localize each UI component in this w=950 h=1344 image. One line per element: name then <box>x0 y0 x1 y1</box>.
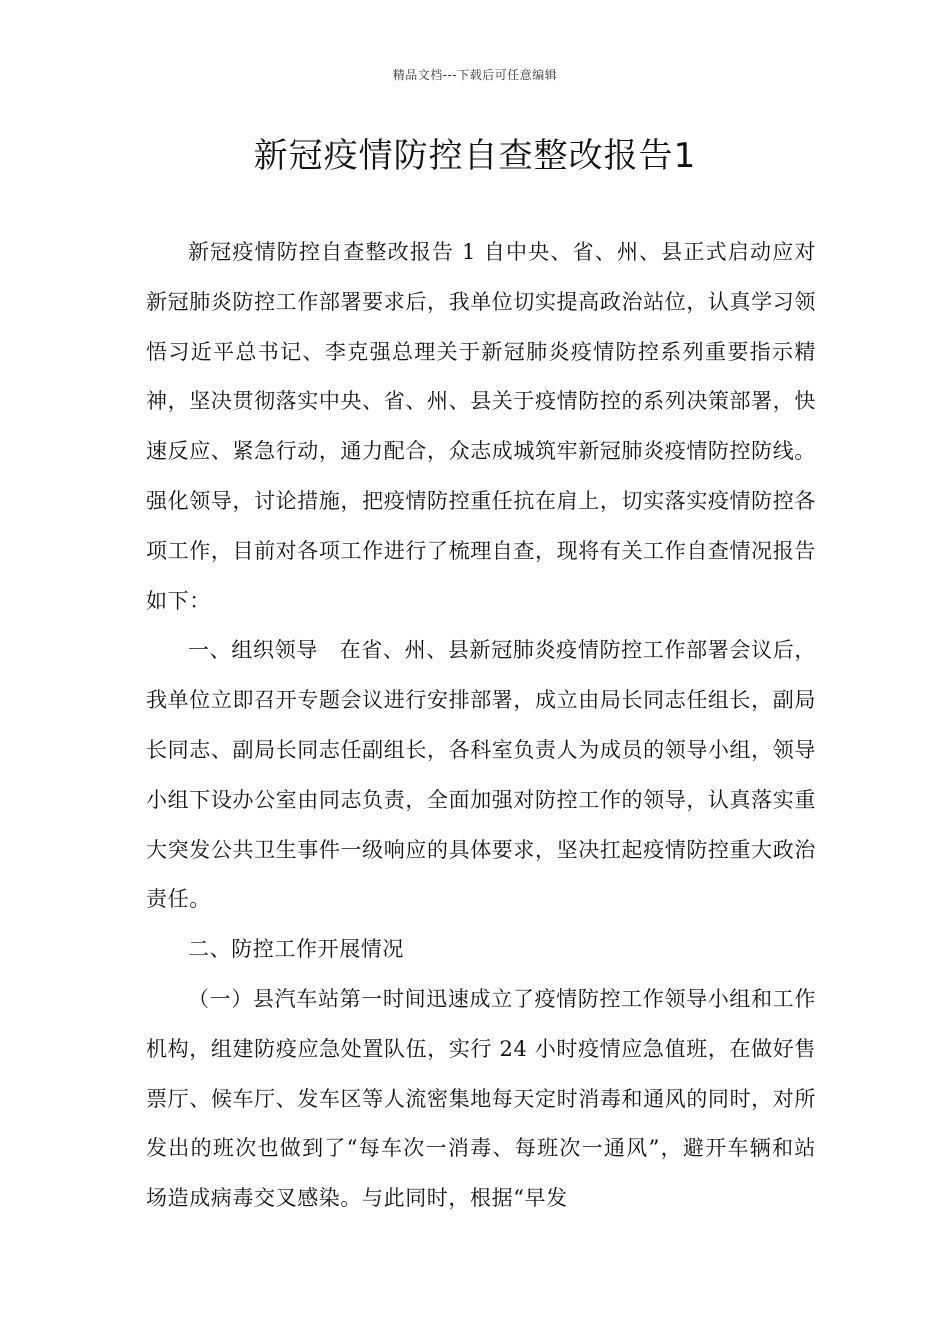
paragraph-intro: 新冠疫情防控自查整改报告 1 自中央、省、州、县正式启动应对新冠肺炎防控工作部署要求后，我单位切实提高政治站位，认真学习领悟习近平总书记、李克强总理关于新冠肺炎疫情防控系列重要指示精神，坚决贯彻落实中央、省、州、县关于疫情防控的系列决策部署，快速反应、紧急行动，通力配合，众志成城筑牢新冠肺炎疫情防控防线。强化领导，讨论措施，把疫情防控重任抗在肩上，切实落实疫情防控各项工作，目前对各项工作进行了梳理自查，现将有关工作自查情况报告如下： <box>146 240 816 613</box>
paragraph-organization: 一、组织领导 在省、州、县新冠肺炎疫情防控工作部署会议后，我单位立即召开专题会议进行安排部署，成立由局长同志任组长，副局长同志、副局长同志任副组长，各科室负责人为成员的领导小组，领导小组下设办公室由同志负责，全面加强对防控工作的领导，认真落实重大突发公共卫生事件一级响应的具体要求，坚决扛起疫情防控重大政治责任。 <box>146 638 816 912</box>
document-body <box>146 228 816 1224</box>
document-title: 新冠疫情防控自查整改报告1 <box>253 136 697 176</box>
header-note: 精品文档---下载后可任意编辑 <box>392 68 558 82</box>
paragraph-station: （一）县汽车站第一时间迅速成立了疫情防控工作领导小组和工作机构，组建防疫应急处置队伍，实行 24 小时疫情应急值班，在做好售票厅、候车厅、发车区等人流密集地每天定时消毒和通风的同时，对所发出的班次也做到了“每车次一消毒、每班次一通风”，避开车辆和站场造成病毒交叉感染。与此同时，根据“早发 <box>146 986 816 1211</box>
section-heading: 二、防控工作开展情况 <box>188 937 404 962</box>
